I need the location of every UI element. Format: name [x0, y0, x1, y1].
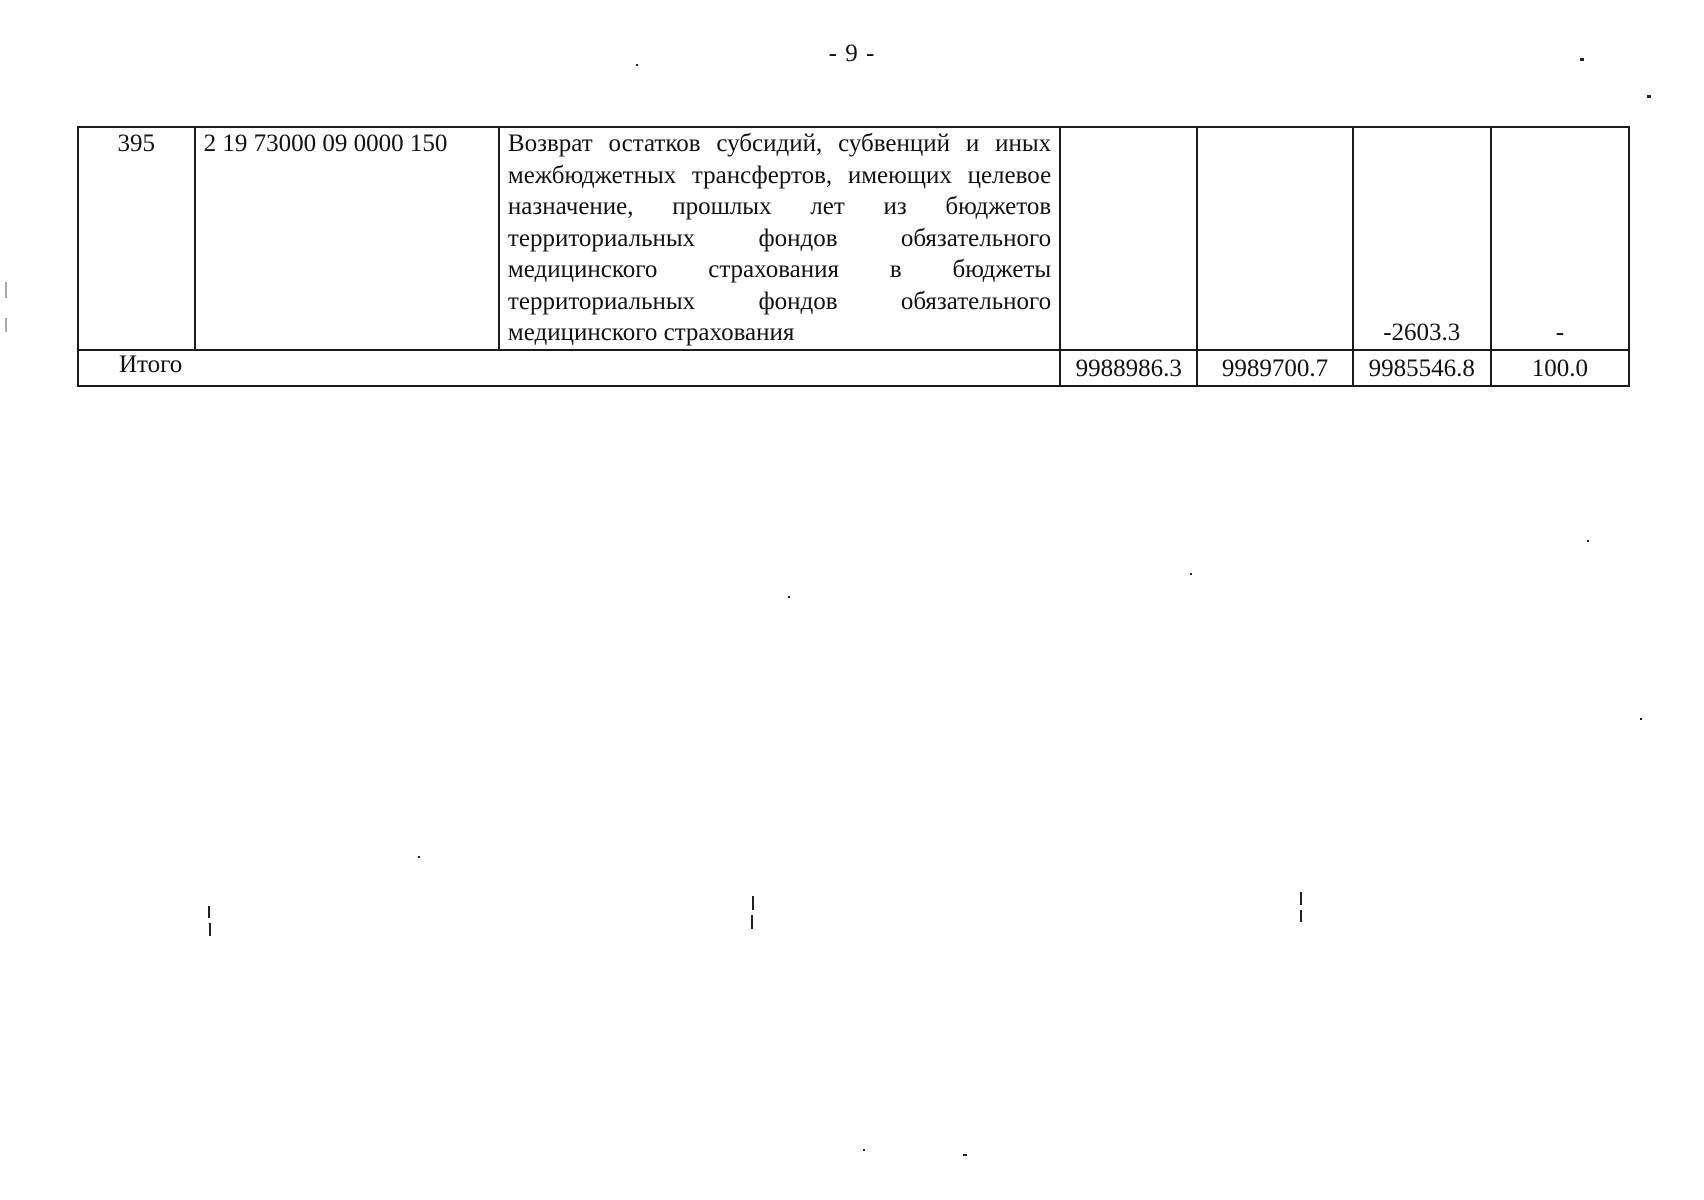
- admin-code-cell: 395: [78, 127, 195, 350]
- scan-speck: [5, 282, 7, 298]
- page-number: - 9 -: [828, 40, 876, 67]
- table-row: [78, 127, 1629, 350]
- scan-speck: [963, 1154, 967, 1156]
- scan-speck: [418, 856, 420, 858]
- total-value-2-cell: 9989700.7: [1197, 350, 1352, 386]
- scan-speck: [1647, 95, 1651, 98]
- scan-speck: [752, 896, 754, 910]
- scan-speck: [1587, 540, 1589, 542]
- scan-speck: [1580, 58, 1584, 61]
- value-4-cell: -: [1491, 127, 1629, 350]
- revenue-description-cell: Возврат остатков субсидий, субвенций и иных межбюджетных трансфертов, имеющих целевое назначение, прошлых лет из бюджетов территориальных фондов обязательного медицинского страхования в бюджеты территориальных фондов обязательного медицинского страхования: [499, 127, 1060, 350]
- total-label: Итого: [78, 350, 1060, 386]
- value-1-cell: [1060, 127, 1197, 350]
- scan-speck: [788, 596, 790, 598]
- total-value-3-cell: 9985546.8: [1353, 350, 1491, 386]
- value-2-cell: [1197, 127, 1352, 350]
- scan-speck: [209, 923, 211, 936]
- scan-speck: [1300, 910, 1302, 922]
- scan-speck: [1190, 573, 1192, 575]
- scan-speck: [1640, 718, 1642, 720]
- scan-speck: [208, 906, 210, 918]
- total-value-1-cell: 9988986.3: [1060, 350, 1197, 386]
- scan-speck: [751, 915, 753, 929]
- scan-speck: [636, 64, 638, 66]
- scan-speck: [5, 318, 7, 332]
- budget-classification-code-cell: 2 19 73000 09 0000 150: [195, 127, 499, 350]
- scan-speck: [863, 1149, 865, 1151]
- total-row: [78, 350, 1629, 386]
- scan-speck: [1300, 892, 1302, 905]
- budget-table: [77, 126, 1630, 387]
- total-value-4-cell: 100.0: [1491, 350, 1629, 386]
- value-3-cell: -2603.3: [1353, 127, 1491, 350]
